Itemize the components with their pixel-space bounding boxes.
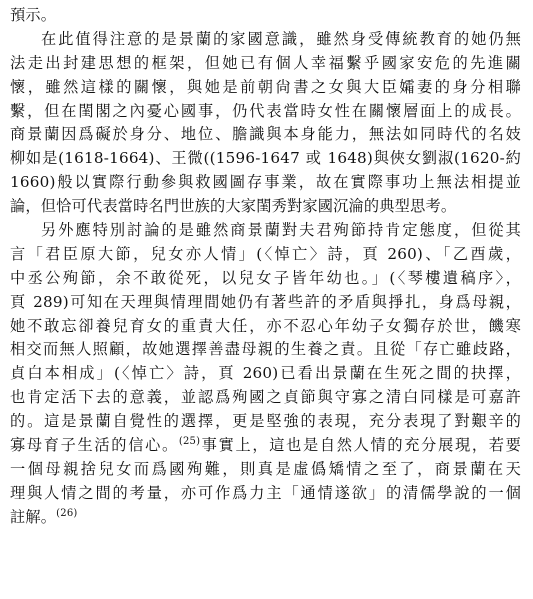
- text-line: 另外應特別討論的是雖然商景蘭對夫君殉節持肯定態度，但從其: [41, 221, 521, 240]
- text-line: 的。這是景蘭自覺性的選擇，更是堅強的表現，充分表現了對艱辛的: [10, 412, 521, 431]
- text-line: 相交而無人照顧，故她選擇善盡母親的生養之責。且從「存亡雖歧路，: [10, 340, 521, 359]
- text-line: 預示。: [10, 6, 57, 24]
- text-line: 繫，但在閨閣之內憂心國事，仍代表當時女性在關懷層面上的成長。: [10, 101, 521, 120]
- text-line: 商景蘭因爲礙於身分、地位、膽識與本身能力，無法如同時代的名妓: [10, 125, 521, 144]
- footnote-marker: (25): [178, 435, 201, 447]
- paragraph-national-consciousness: [10, 28, 521, 219]
- text-line: 她不敢忘卻養兒育女的重責大任，亦不忍心年幼子女獨存於世，饑寒: [10, 316, 521, 335]
- text-line: 一個母親捨兒女而爲國殉難，則真是虛僞矯情之至了，商景蘭在天: [10, 459, 521, 478]
- text-segment: 註解。: [10, 507, 57, 526]
- text-line: 言「君臣原大節，兒女亦人情」(〈悼亡〉詩，頁 260)、「乙酉歲，: [10, 244, 521, 263]
- text-segment: 寡母育子生活的信心。: [10, 436, 179, 455]
- text-line: 理與人情之間的考量，亦可作爲力主「通情遂欲」的清儒學說的一個: [10, 483, 521, 502]
- text-line: 貞白本相成」(〈悼亡〉詩，頁 260)已看出景蘭在生死之間的抉擇，: [10, 364, 521, 383]
- text-segment: 事實上，這也是自然人情的充分展現，若要: [200, 436, 521, 455]
- text-line: 柳如是(1618-1664)、王微((1596-1647 或 1648)與俠女劉淑(1620-約: [10, 149, 521, 168]
- text-line: 1660)般以實際行動參與救國圖存事業，故在實際事功上無法相提並: [10, 173, 521, 192]
- text-line: 論，但恰可代表當時名門世族的大家閨秀對家國沉淪的典型思考。: [10, 197, 457, 216]
- text-line: 懷，雖然這樣的關懷，與她是前朝尙書之女與大臣孀妻的身分相聯: [10, 77, 521, 96]
- text-line: 頁 289)可知在天理與情理間她仍有著些許的矛盾與掙扎，身爲母親，: [10, 292, 521, 311]
- text-line: 在此值得注意的是景蘭的家國意識，雖然身受傳統教育的她仍無: [41, 29, 521, 48]
- footnote-marker: (26): [56, 507, 78, 519]
- text-line: 中丞公殉節，余不敢從死，以兒女子皆年幼也。」(〈琴樓遺稿序〉，: [10, 268, 521, 287]
- text-line: 法走出封建思想的框架，但她已有個人幸福繫乎國家安危的先進關: [10, 53, 521, 72]
- text-line-with-footnote: [10, 434, 521, 458]
- text-line-with-footnote: [10, 506, 521, 530]
- paragraph-martyrdom-attitude: [10, 219, 521, 530]
- text-line: 也肯定活下去的意義，並認爲殉國之貞節與守寡之清白同樣是可嘉許: [10, 388, 521, 407]
